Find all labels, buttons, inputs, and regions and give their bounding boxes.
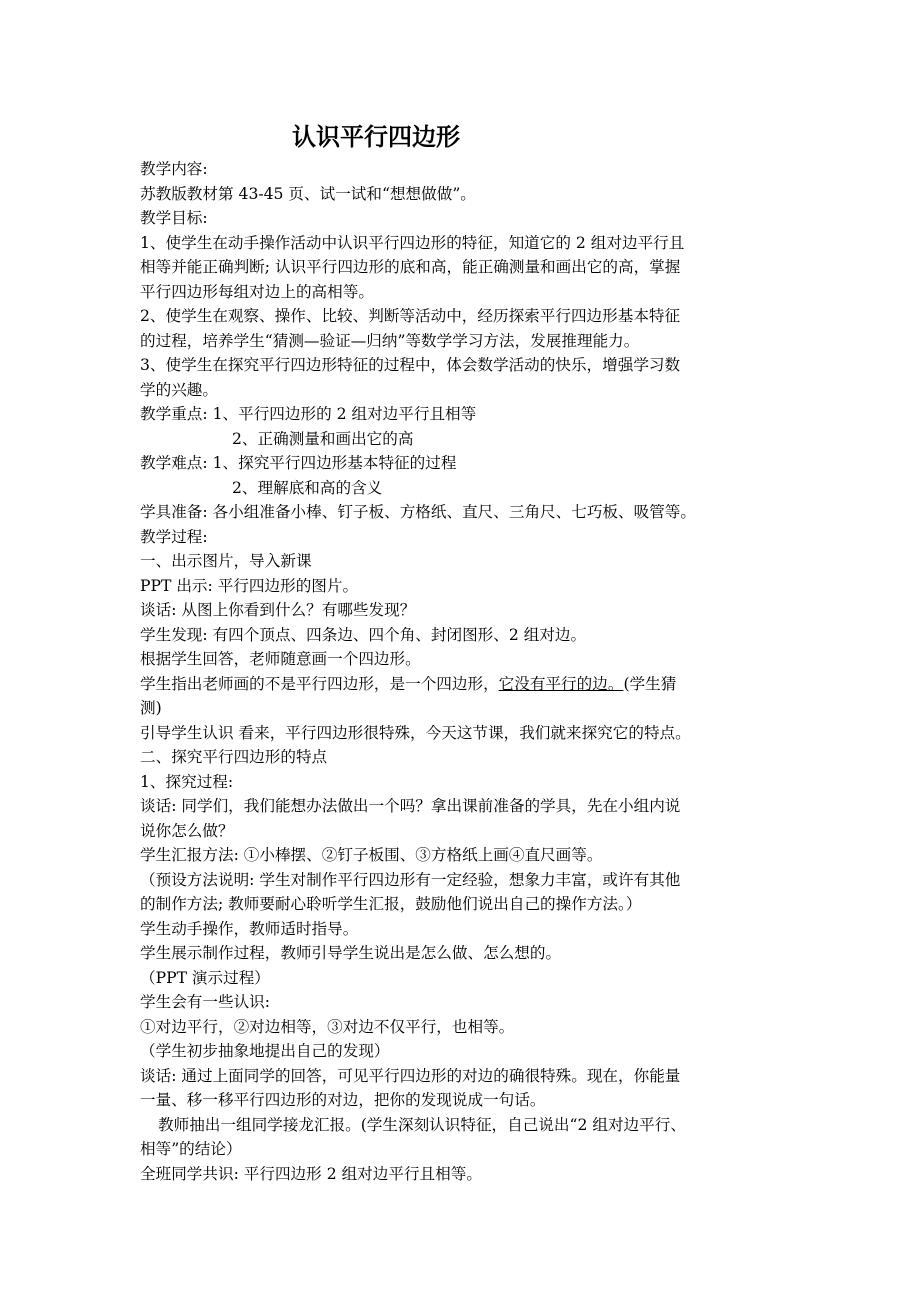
text-line: 谈话: 通过上面同学的回答，可见平行四边形的对边的确很特殊。现在，你能量 <box>140 1066 681 1085</box>
text-line: 2、正确测量和画出它的高 <box>232 429 414 448</box>
text-line: 相等并能正确判断; 认识平行四边形的底和高，能正确测量和画出它的高，掌握 <box>140 258 681 276</box>
text-line: 学生汇报方法: ①小棒摆、②钉子板围、③方格纸上画④直尺画等。 <box>140 846 603 864</box>
text-line: 的制作方法; 教师要耐心聆听学生汇报，鼓励他们说出自己的操作方法。） <box>140 895 642 913</box>
text-line: 相等”的结论） <box>140 1140 242 1158</box>
text-line: 一、出示图片，导入新课 <box>140 552 312 570</box>
text-line: 谈话: 从图上你看到什么？有哪些发现？ <box>140 601 416 619</box>
text-line: 教学难点: 1、探究平行四边形基本特征的过程 <box>140 454 457 472</box>
text-line: 3、使学生在探究平行四边形特征的过程中，体会数学活动的快乐，增强学习数 <box>140 356 681 374</box>
text-line: 学的兴趣。 <box>140 380 218 399</box>
text-line: 教学重点: 1、平行四边形的 2 组对边平行且相等 <box>140 405 477 423</box>
document-body <box>140 157 782 1186</box>
text-line: 根据学生回答，老师随意画一个四边形。 <box>140 650 421 668</box>
text-line: 学生动手操作，教师适时指导。 <box>140 919 359 938</box>
text-line: （PPT 演示过程） <box>140 968 270 987</box>
text-line: 2、使学生在观察、操作、比较、判断等活动中，经历探索平行四边形基本特征 <box>140 307 681 325</box>
text-segment: (学生猜 <box>623 674 677 693</box>
underlined-text: 它没有平行的边。 <box>498 674 624 693</box>
text-line: 教学内容: <box>140 160 208 178</box>
text-line: （学生初步抽象地提出自己的发现） <box>140 1042 390 1060</box>
text-line: 1、使学生在动手操作活动中认识平行四边形的特征，知道它的 2 组对边平行且 <box>140 233 685 252</box>
text-line: 1、探究过程: <box>140 772 234 791</box>
text-line: 一量、移一移平行四边形的对边，把你的发现说成一句话。 <box>140 1091 546 1109</box>
text-line: 2、理解底和高的含义 <box>232 478 383 497</box>
text-line: 学具准备: 各小组准备小棒、钉子板、方格纸、直尺、三角尺、七巧板、吸管等。 <box>140 503 696 521</box>
text-line: 引导学生认识 看来，平行四边形很特殊，今天这节课，我们就来探究它的特点。 <box>140 723 691 742</box>
text-line: 教学过程: <box>140 527 208 546</box>
text-line: 学生会有一些认识: <box>140 993 271 1011</box>
text-line: 谈话: 同学们，我们能想办法做出一个吗？拿出课前准备的学具，先在小组内说 <box>140 797 681 815</box>
text-line: ①对边平行，②对边相等，③对边不仅平行，也相等。 <box>140 1017 515 1036</box>
text-line: 说你怎么做？ <box>140 821 234 840</box>
text-line: 全班同学共识: 平行四边形 2 组对边平行且相等。 <box>140 1164 482 1183</box>
text-line: 苏教版教材第 43-45 页、试一试和“想想做做”。 <box>140 184 476 203</box>
text-line: 教学目标: <box>140 209 208 227</box>
text-line-mixed <box>140 672 782 697</box>
text-line: 二、探究平行四边形的特点 <box>140 748 328 766</box>
text-line: 学生发现: 有四个顶点、四条边、四个角、封闭图形、2 组对边。 <box>140 625 587 644</box>
text-line: PPT 出示: 平行四边形的图片。 <box>140 576 359 595</box>
text-line: 学生展示制作过程，教师引导学生说出是怎么做、怎么想的。 <box>140 944 562 962</box>
text-line: 教师抽出一组同学接龙汇报。(学生深刻认识特征，自己说出“2 组对边平行、 <box>158 1115 686 1134</box>
text-line: 平行四边形每组对边上的高相等。 <box>140 282 374 301</box>
text-segment: 学生指出老师画的不是平行四边形，是一个四边形， <box>140 674 499 693</box>
document-title: 认识平行四边形 <box>292 123 460 151</box>
text-line: 测) <box>140 699 162 717</box>
text-line: （预设方法说明: 学生对制作平行四边形有一定经验，想象力丰富，或许有其他 <box>140 870 681 889</box>
text-line: 的过程，培养学生“猜测—验证—归纳”等数学学习方法，发展推理能力。 <box>140 331 640 350</box>
